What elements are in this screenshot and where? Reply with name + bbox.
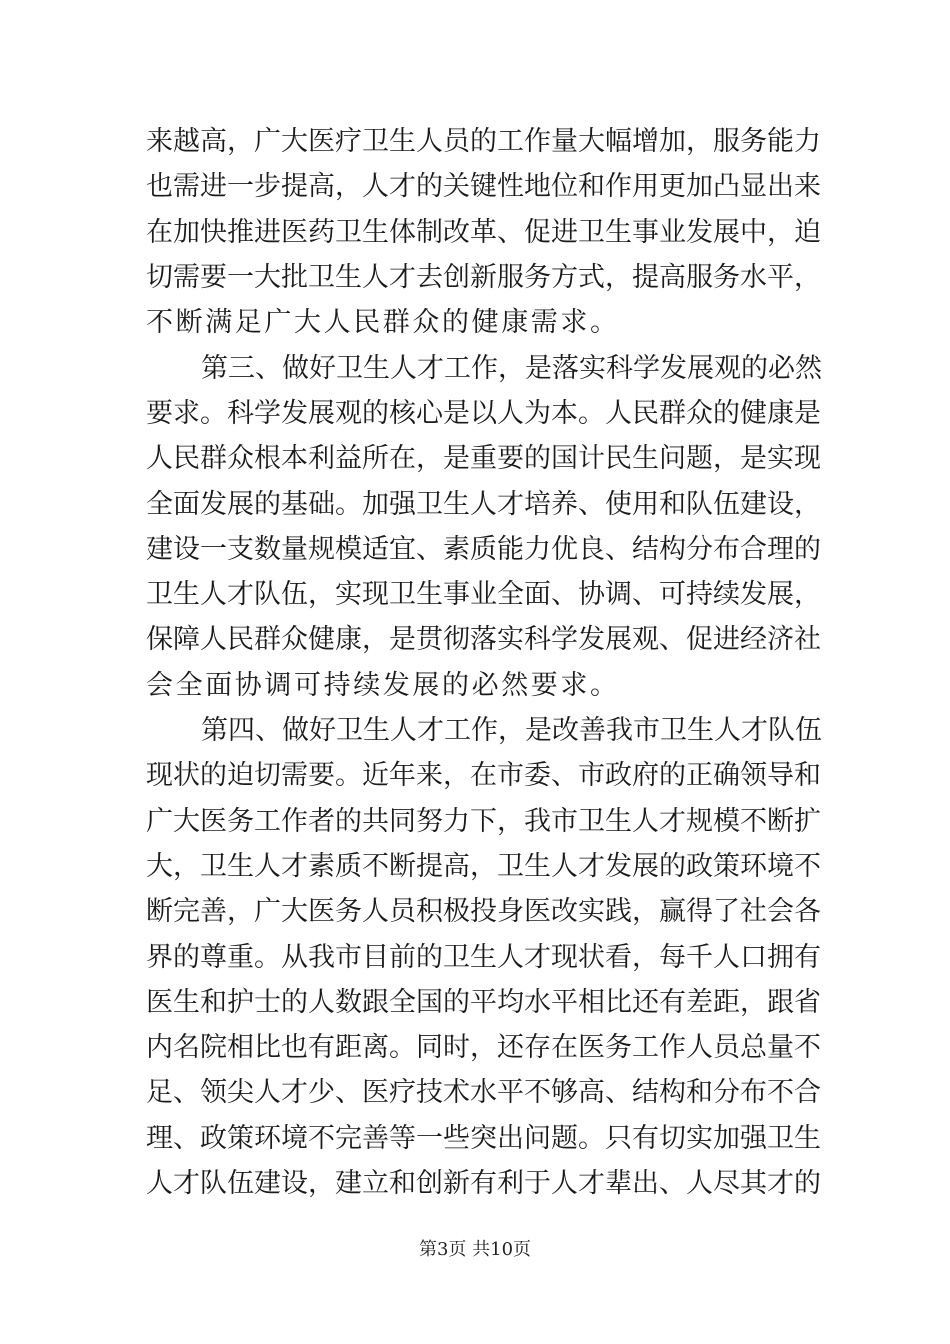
page-number-footer: 第3页 共10页 — [418, 1239, 532, 1260]
text-line: 卫生人才队伍，实现卫生事业全面、协调、可持续发展， — [146, 579, 821, 610]
text-line: 切需要一大批卫生人才去创新服务方式，提高服务水平， — [146, 262, 821, 293]
text-line: 在加快推进医药卫生体制改革、促进卫生事业发展中，迫 — [146, 217, 821, 248]
text-line: 足、领尖人才少、医疗技术水平不够高、结构和分布不合 — [146, 1077, 821, 1108]
paragraph-4-first-line: 第四、做好卫生人才工作，是改善我市卫生人才队伍 — [201, 715, 822, 746]
text-line: 建设一支数量规模适宜、素质能力优良、结构分布合理的 — [146, 534, 821, 565]
text-line: 不断满足广大人民群众的健康需求。 — [146, 307, 620, 338]
text-line: 大，卫生人才素质不断提高，卫生人才发展的政策环境不 — [146, 851, 821, 882]
text-line: 内名院相比也有距离。同时，还存在医务工作人员总量不 — [146, 1032, 821, 1063]
text-line: 会全面协调可持续发展的必然要求。 — [146, 670, 620, 701]
text-line: 保障人民群众健康，是贯彻落实科学发展观、促进经济社 — [146, 624, 821, 655]
paragraph-3-first-line: 第三、做好卫生人才工作，是落实科学发展观的必然 — [201, 353, 822, 384]
text-line: 理、政策环境不完善等一些突出问题。只有切实加强卫生 — [146, 1123, 821, 1154]
text-line: 广大医务工作者的共同努力下，我市卫生人才规模不断扩 — [146, 806, 821, 837]
text-line: 界的尊重。从我市目前的卫生人才现状看，每千人口拥有 — [146, 942, 821, 973]
text-line: 也需进一步提高，人才的关键性地位和作用更加凸显出来 — [146, 171, 821, 202]
text-line: 人民群众根本利益所在，是重要的国计民生问题，是实现 — [146, 443, 821, 474]
text-line: 断完善，广大医务人员积极投身医改实践，赢得了社会各 — [146, 896, 821, 927]
text-line: 全面发展的基础。加强卫生人才培养、使用和队伍建设， — [146, 489, 821, 520]
text-line: 医生和护士的人数跟全国的平均水平相比还有差距，跟省 — [146, 987, 821, 1018]
text-line: 现状的迫切需要。近年来，在市委、市政府的正确领导和 — [146, 760, 821, 791]
text-line: 来越高，广大医疗卫生人员的工作量大幅增加，服务能力 — [146, 126, 821, 157]
text-line: 人才队伍建设，建立和创新有利于人才辈出、人尽其才的 — [146, 1168, 821, 1199]
text-line: 要求。科学发展观的核心是以人为本。人民群众的健康是 — [146, 398, 821, 429]
